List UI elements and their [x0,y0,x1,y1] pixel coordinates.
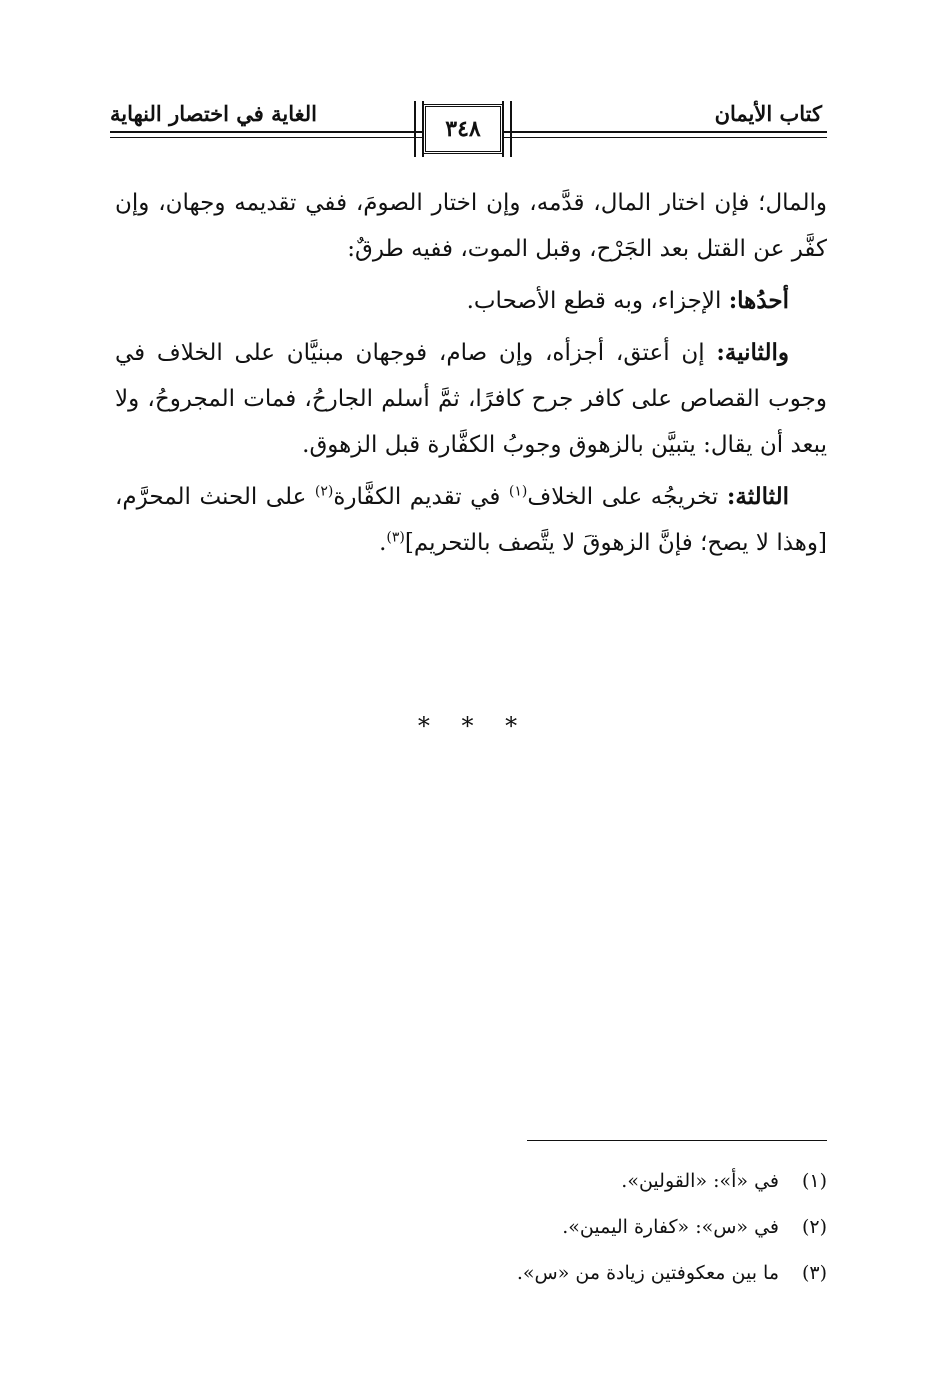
chapter-title: كتاب الأيمان [714,101,822,126]
paragraph-3-text: إن أعتق، أجزأه، وإن صام، فوجهان مبنيَّان على الخلاف في وجوب القصاص على كافر جرح كافرًا، ثمَّ أسلم الجارحُ، فمات المجروحُ، ولا يبعد أن يقال: يتبيَّن بالزهوق وجوبُ الكفَّارة قبل الزهوق. [115,340,827,458]
paragraph-3 [115,330,827,468]
footnote-text: في «أ»: «القولين». [621,1170,779,1192]
paragraph-4-text-1: تخريجُه على الخلاف [527,484,727,510]
paragraph-2-lead: أحدُها: [728,287,789,314]
paragraph-4-text-4: . [379,530,387,556]
paragraph-3-lead: والثانية: [716,339,789,366]
footnote-2 [227,1204,827,1250]
footnote-3 [227,1250,827,1296]
page-number-frame [423,104,503,154]
footnote-ref-3[interactable]: (٣) [386,529,405,546]
footnote-number: (١) [801,1170,827,1192]
paragraph-4 [115,474,827,566]
footnote-text: في «س»: «كفارة اليمين». [562,1216,779,1238]
paragraph-2-text: الإجزاء، وبه قطع الأصحاب. [466,288,729,314]
main-text [115,180,827,572]
paragraph-4-text-3: على الحنث المحرَّم، [وهذا لا يصح؛ فإنَّ الزهوقَ لا يتَّصف بالتحريم] [115,484,827,556]
paragraph-4-lead: الثالثة: [726,483,789,510]
paragraph-2 [115,278,827,324]
footnote-ref-2[interactable]: (٢) [314,483,334,500]
footnote-text: ما بين معكوفتين زيادة من «س». [516,1262,779,1284]
book-title: الغاية في اختصار النهاية [110,101,317,126]
footnote-1 [227,1158,827,1204]
footnote-number: (٢) [801,1216,827,1238]
page-number: ٣٤٨ [445,116,481,142]
footnote-rule [527,1140,827,1141]
paragraph-4-text-2: في تقديم الكفَّارة [333,484,509,510]
footnote-number: (٣) [801,1262,827,1284]
footnote-ref-1[interactable]: (١) [508,483,528,500]
section-separator: * * * [417,712,530,740]
footnotes [227,1158,827,1296]
paragraph-1: والمال؛ فإن اختار المال، قدَّمه، وإن اختار الصومَ، ففي تقديمه وجهان، وإن كفَّر عن القتل بعد الجَرْح، وقبل الموت، ففيه طرقٌ: [115,190,827,262]
